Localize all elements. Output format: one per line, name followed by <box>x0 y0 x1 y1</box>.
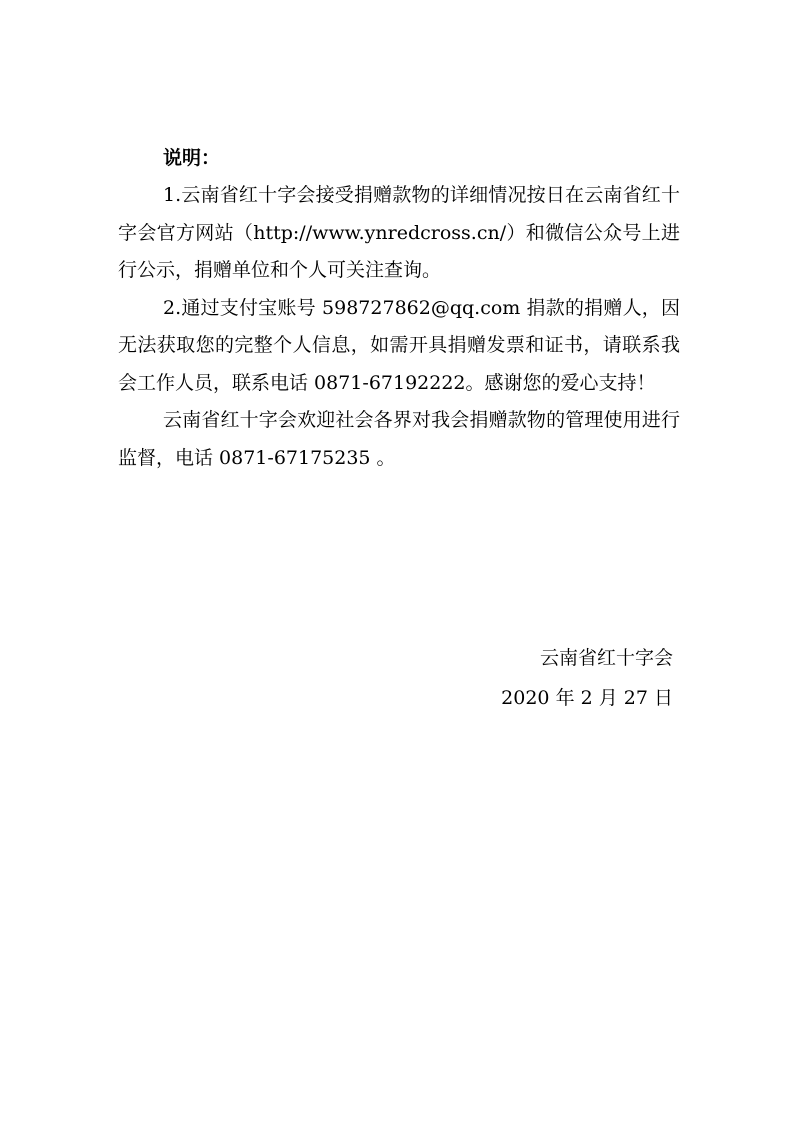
paragraph-supervision: 云南省红十字会欢迎社会各界对我会捐赠款物的管理使用进行监督，电话 0871-67175235 。 <box>118 409 680 469</box>
paragraph-publicity: 1.云南省红十字会接受捐赠款物的详细情况按日在云南省红十字会官方网站（http://www.ynredcross.cn/）和微信公众号上进行公示，捐赠单位和个人可关注查询。 <box>118 184 680 281</box>
paragraph-alipay-donors: 2.通过支付宝账号 598727862@qq.com 捐款的捐赠人，因无法获取您的完整个人信息，如需开具捐赠发票和证书，请联系我会工作人员，联系电话 0871-67192222。感谢您的爱心支持！ <box>118 296 680 394</box>
signature-date: 2020 年 2 月 27 日 <box>501 687 673 709</box>
signature-organization: 云南省红十字会 <box>539 647 673 669</box>
document-body <box>118 140 680 477</box>
notice-heading: 说明： <box>163 147 221 169</box>
